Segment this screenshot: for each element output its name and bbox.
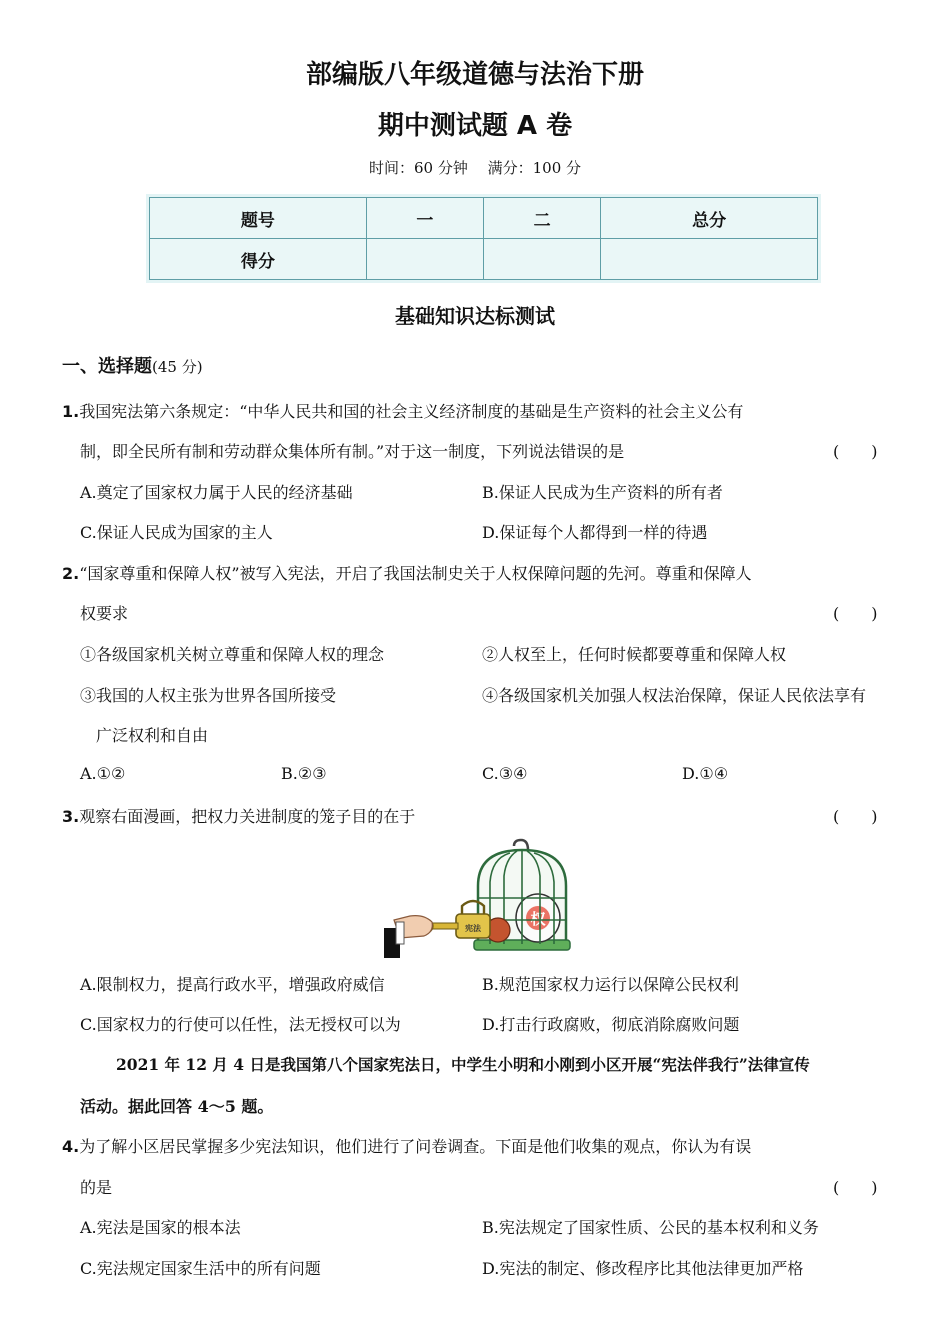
option-c: C.③④ <box>482 764 528 783</box>
statement-1: ①各级国家机关树立尊重和保障人权的理念 <box>80 645 385 664</box>
document-title: 部编版八年级道德与法治下册 <box>305 60 644 90</box>
score-table-head-cell: 总分 <box>601 198 818 239</box>
option-c: C.宪法规定国家生活中的所有问题 <box>80 1259 321 1278</box>
answer-blank[interactable]: ( ) <box>833 807 878 826</box>
question-2-line-1 <box>62 561 752 584</box>
question-4-line-2: 的是 <box>80 1178 113 1197</box>
score-cell[interactable] <box>366 239 483 280</box>
part-points: (45 分) <box>152 358 203 376</box>
option-b: B.②③ <box>281 764 327 783</box>
question-3-line-1 <box>62 804 415 827</box>
question-number: 2. <box>62 564 80 583</box>
score-table-score-row <box>150 239 818 280</box>
passage-line-1: 2021 年 12 月 4 日是我国第八个国家宪法日，中学生小明和小刚到小区开展“宪法伴我行”法律宣传 <box>116 1055 810 1074</box>
question-number: 1. <box>62 402 80 421</box>
question-number: 3. <box>62 807 80 826</box>
option-c: C.保证人民成为国家的主人 <box>80 523 273 542</box>
score-table <box>149 197 818 280</box>
score-table-head-cell: 一 <box>366 198 483 239</box>
question-text: 我国宪法第六条规定：“中华人民共和国的社会主义经济制度的基础是生产资料的社会主义公有 <box>79 402 744 421</box>
score-table-head-cell: 题号 <box>150 198 367 239</box>
score-cell[interactable] <box>483 239 600 280</box>
statement-2: ②人权至上，任何时候都要尊重和保障人权 <box>482 645 787 664</box>
option-d: D.宪法的制定、修改程序比其他法律更加严格 <box>482 1259 804 1278</box>
question-4-line-1 <box>62 1134 751 1157</box>
question-2-line-2: 权要求 <box>80 604 129 623</box>
cage-figure-label: 权 <box>530 910 546 928</box>
option-b: B.规范国家权力运行以保障公民权利 <box>482 975 739 994</box>
option-a: A.宪法是国家的根本法 <box>80 1218 241 1237</box>
option-a: A.奠定了国家权力属于人民的经济基础 <box>80 483 353 502</box>
option-d: D.打击行政腐败，彻底消除腐败问题 <box>482 1015 740 1034</box>
question-text: “国家尊重和保障人权”被写入宪法，开启了我国法制史关于人权保障问题的先河。尊重和保障人 <box>79 564 752 583</box>
passage-line-2: 活动。据此回答 4～5 题。 <box>80 1097 274 1116</box>
option-b: B.宪法规定了国家性质、公民的基本权利和义务 <box>482 1218 819 1237</box>
score-table-head-cell: 二 <box>483 198 600 239</box>
score-row-label: 得分 <box>150 239 367 280</box>
score-table-header-row <box>150 198 818 239</box>
question-text: 观察右面漫画，把权力关进制度的笼子目的在于 <box>79 807 416 826</box>
question-number: 4. <box>62 1137 80 1156</box>
exam-meta: 时间：60 分钟 满分：100 分 <box>368 159 582 177</box>
lock-label: 宪法 <box>465 924 481 933</box>
question-text: 为了解小区居民掌握多少宪法知识，他们进行了问卷调查。下面是他们收集的观点，你认为有误 <box>79 1137 752 1156</box>
document-subtitle: 期中测试题 A 卷 <box>377 111 573 141</box>
statement-4: ④各级国家机关加强人权法治保障，保证人民依法享有 <box>482 686 867 705</box>
question-1-line-1 <box>62 399 743 422</box>
section-title: 基础知识达标测试 <box>395 304 555 328</box>
part-heading <box>62 352 203 378</box>
score-cell[interactable] <box>601 239 818 280</box>
statement-4-continued: 广泛权利和自由 <box>96 726 209 745</box>
answer-blank[interactable]: ( ) <box>833 604 878 623</box>
answer-blank[interactable]: ( ) <box>833 442 878 461</box>
option-a: A.限制权力，提高行政水平，增强政府威信 <box>80 975 385 994</box>
option-d: D.保证每个人都得到一样的待遇 <box>482 523 708 542</box>
cage-cartoon <box>380 836 580 964</box>
option-d: D.①④ <box>682 764 729 783</box>
answer-blank[interactable]: ( ) <box>833 1178 878 1197</box>
option-b: B.保证人民成为生产资料的所有者 <box>482 483 723 502</box>
option-a: A.①② <box>80 764 126 783</box>
question-1-line-2: 制，即全民所有制和劳动群众集体所有制。”对于这一制度，下列说法错误的是 <box>80 442 625 461</box>
part-label: 一、选择题 <box>62 356 152 377</box>
option-c: C.国家权力的行使可以任性，法无授权可以为 <box>80 1015 401 1034</box>
statement-3: ③我国的人权主张为世界各国所接受 <box>80 686 337 705</box>
